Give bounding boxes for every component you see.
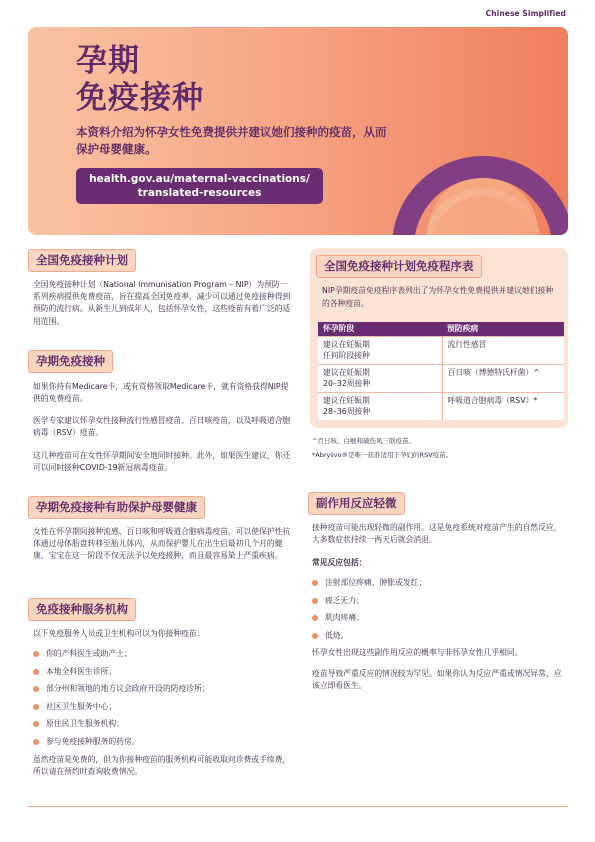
schedule-footnote-1: ^百日咳、白喉和破伤风三联疫苗。 — [312, 437, 415, 445]
protect-heading: 孕期免疫接种有助保护母婴健康 — [28, 496, 205, 519]
stage-line-2: 28–36周接种 — [323, 407, 371, 416]
stage-line-1: 建议在妊娠期 — [323, 395, 370, 405]
list-item: 低烧。 — [312, 630, 568, 648]
stage-line-2: 任何阶段接种 — [323, 351, 370, 360]
resource-link-line-2: translated-resources — [137, 187, 262, 199]
list-item: 社区卫生服务中心； — [33, 701, 295, 719]
title-line-1: 孕期 — [76, 43, 140, 79]
pregnancy-para-2: 医学专家建议怀孕女性接种流行性感冒疫苗、百日咳疫苗，以及呼吸道合胞病毒（RSV）疫苗。 — [33, 416, 291, 438]
pregnancy-para-1: 如果你持有Medicare卡，或有资格领取Medicare卡，就有资格获得NIP提供的免费疫苗。 — [33, 382, 289, 404]
resource-link[interactable] — [76, 168, 323, 204]
resource-link-line-1: health.gov.au/maternal-vaccinations/ — [89, 173, 310, 185]
table-cell-stage — [318, 392, 442, 420]
nip-heading: 全国免疫接种计划 — [28, 249, 136, 272]
schedule-heading: 全国免疫接种计划免疫程序表 — [316, 255, 482, 278]
side-effects-para-2: 怀孕女性出现这些副作用反应的概率与非怀孕女性几乎相同。 — [312, 648, 523, 657]
list-item: 本地全科医生诊所； — [33, 666, 295, 684]
table-cell-disease: 百日咳（博德特氏杆菌）^ — [442, 364, 564, 392]
table-row — [318, 392, 564, 420]
side-effects-list — [312, 577, 568, 647]
page-title — [76, 43, 204, 117]
stage-line-2: 20–32周接种 — [323, 379, 371, 388]
column-header-disease: 预防疾病 — [442, 322, 564, 336]
column-header-stage: 怀孕阶段 — [318, 322, 442, 336]
pregnancy-para-3: 这几种疫苗可在女性怀孕期间安全地同时接种。此外，如果医生建议，你还可以同时接种COVID-19新冠病毒疫苗。 — [33, 451, 291, 473]
language-label: Chinese Simplified — [485, 9, 566, 18]
list-item: 肌肉疼痛； — [312, 612, 568, 630]
list-item: 注射部位疼痛、肿胀或发红； — [312, 577, 568, 595]
footer-divider — [28, 806, 568, 807]
stage-line-1: 建议在妊娠期 — [323, 339, 370, 349]
providers-list — [33, 648, 295, 753]
schedule-panel — [310, 248, 568, 428]
providers-note: 虽然疫苗是免费的，但为你接种疫苗的服务机构可能收取问诊费或手续费，所以请在预约时查询收费情况。 — [33, 755, 291, 777]
providers-heading: 免疫接种服务机构 — [28, 598, 136, 621]
nip-body: 全国免疫接种计划（National Immunisation Program – NIP）为预防一系列疾病提供免费疫苗，旨在提高全国免疫率，减少可以通过免疫接种得到预防的流行病。从新生儿到成年人，包括怀孕女性，这些疫苗有着广泛的适用范围。 — [33, 280, 291, 326]
pregnancy-heading: 孕期免疫接种 — [28, 350, 113, 373]
side-effects-para-3: 疫苗导致严重反应的情况较为罕见。如果你认为反应严重或情况异常，应该立即看医生。 — [312, 669, 562, 691]
providers-intro: 以下免疫服务人员或卫生机构可以为你接种疫苗： — [33, 629, 205, 638]
table-cell-disease: 流行性感冒 — [442, 336, 564, 364]
schedule-footnote-2: *Abrysvo®是唯一获准适用于孕妇的RSV疫苗。 — [312, 451, 453, 459]
schedule-description: NIP孕期疫苗免疫程序表列出了为怀孕女性免费提供并建议她们接种的各种疫苗。 — [322, 286, 554, 308]
table-cell-stage — [318, 336, 442, 364]
list-item: 你的产科医生或助产士； — [33, 648, 295, 666]
table-row — [318, 364, 564, 392]
table-cell-stage — [318, 364, 442, 392]
side-effects-heading: 副作用反应轻微 — [308, 492, 405, 515]
side-effects-para-1: 接种疫苗可能出现轻微的副作用。这是免疫系统对疫苗产生的自然反应，大多数症状持续一两天后就会消退。 — [312, 523, 562, 545]
title-line-2: 免疫接种 — [76, 80, 204, 116]
list-item: 参与免疫接种服务的药房。 — [33, 736, 295, 754]
stage-line-1: 建议在妊娠期 — [323, 367, 370, 377]
table-header-row — [318, 322, 564, 336]
intro-text: 本资料介绍为怀孕女性免费提供并建议她们接种的疫苗，从而保护母婴健康。 — [76, 125, 387, 156]
common-reactions-label: 常见反应包括： — [312, 558, 367, 567]
table-cell-disease: 呼吸道合胞病毒（RSV）* — [442, 392, 564, 420]
protect-body: 女性在怀孕期间接种流感、百日咳和呼吸道合胞病毒疫苗，可以使保护性抗体通过母体胎盘转移至胎儿体内，从而保护婴儿在出生后最初几个月的健康。宝宝在这一阶段不仅无法予以免疫接种，而且最容易染上严重疾病。 — [33, 527, 291, 561]
list-item: 原住民卫生服务机构； — [33, 718, 295, 736]
schedule-table — [318, 322, 564, 420]
table-row — [318, 336, 564, 364]
list-item: 部分州和领地的地方议会政府开设的防疫诊所； — [33, 683, 295, 701]
hero-banner — [28, 27, 568, 235]
list-item: 疲乏无力； — [312, 595, 568, 613]
